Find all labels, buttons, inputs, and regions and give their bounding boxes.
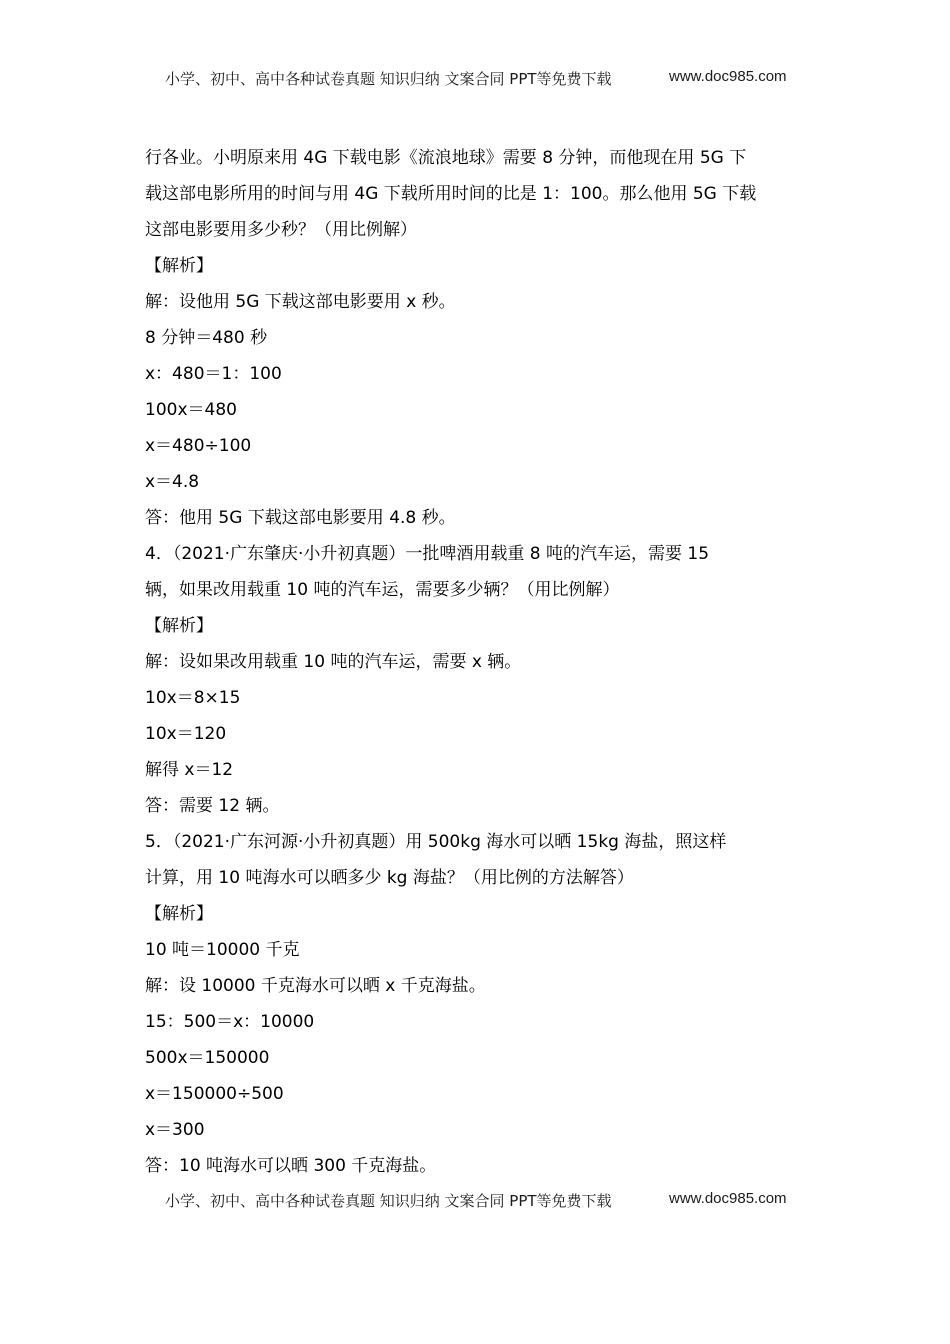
- text-line: 10 吨＝10000 千克: [145, 940, 300, 960]
- section-heading-analysis: 【解析】: [145, 256, 213, 276]
- header-url: www.doc985.com: [669, 68, 787, 85]
- text-line: 这部电影要用多少秒？（用比例解）: [145, 220, 417, 240]
- text-line: 解：设他用 5G 下载这部电影要用 x 秒。: [145, 292, 456, 312]
- text-line: 辆，如果改用载重 10 吨的汽车运，需要多少辆？（用比例解）: [145, 580, 620, 600]
- answer-line: 答：10 吨海水可以晒 300 千克海盐。: [145, 1156, 437, 1176]
- answer-line: 答：需要 12 辆。: [145, 796, 280, 816]
- text-line: x＝480÷100: [145, 436, 252, 456]
- text-line: 100x＝480: [145, 400, 237, 420]
- answer-line: 答：他用 5G 下载这部电影要用 4.8 秒。: [145, 508, 456, 528]
- section-heading-analysis: 【解析】: [145, 904, 213, 924]
- text-line: 15：500＝x：10000: [145, 1012, 315, 1032]
- header-text: 小学、初中、高中各种试卷真题 知识归纳 文案合同 PPT等免费下载: [165, 70, 612, 88]
- question-4: 4．（2021·广东肇庆·小升初真题）一批啤酒用载重 8 吨的汽车运，需要 15: [145, 544, 710, 564]
- footer-url: www.doc985.com: [669, 1190, 787, 1207]
- document-body: [145, 140, 805, 1184]
- text-line: x：480＝1：100: [145, 364, 282, 384]
- text-line: 8 分钟＝480 秒: [145, 328, 268, 348]
- text-line: 载这部电影所用的时间与用 4G 下载所用时间的比是 1：100。那么他用 5G 下载: [145, 184, 757, 204]
- text-line: 行各业。小明原来用 4G 下载电影《流浪地球》需要 8 分钟，而他现在用 5G 下: [145, 148, 747, 168]
- text-line: 10x＝8×15: [145, 688, 241, 708]
- footer-text: 小学、初中、高中各种试卷真题 知识归纳 文案合同 PPT等免费下载: [165, 1192, 612, 1210]
- text-line: 解：设如果改用载重 10 吨的汽车运，需要 x 辆。: [145, 652, 522, 672]
- section-heading-analysis: 【解析】: [145, 616, 213, 636]
- question-5: 5．（2021·广东河源·小升初真题）用 500kg 海水可以晒 15kg 海盐，照这样: [145, 832, 727, 852]
- text-line: x＝300: [145, 1120, 205, 1140]
- text-line: 解得 x＝12: [145, 760, 234, 780]
- text-line: 解：设 10000 千克海水可以晒 x 千克海盐。: [145, 976, 486, 996]
- text-line: x＝150000÷500: [145, 1084, 284, 1104]
- text-line: 500x＝150000: [145, 1048, 270, 1068]
- text-line: 10x＝120: [145, 724, 227, 744]
- text-line: x＝4.8: [145, 472, 200, 492]
- text-line: 计算，用 10 吨海水可以晒多少 kg 海盐？（用比例的方法解答）: [145, 868, 634, 888]
